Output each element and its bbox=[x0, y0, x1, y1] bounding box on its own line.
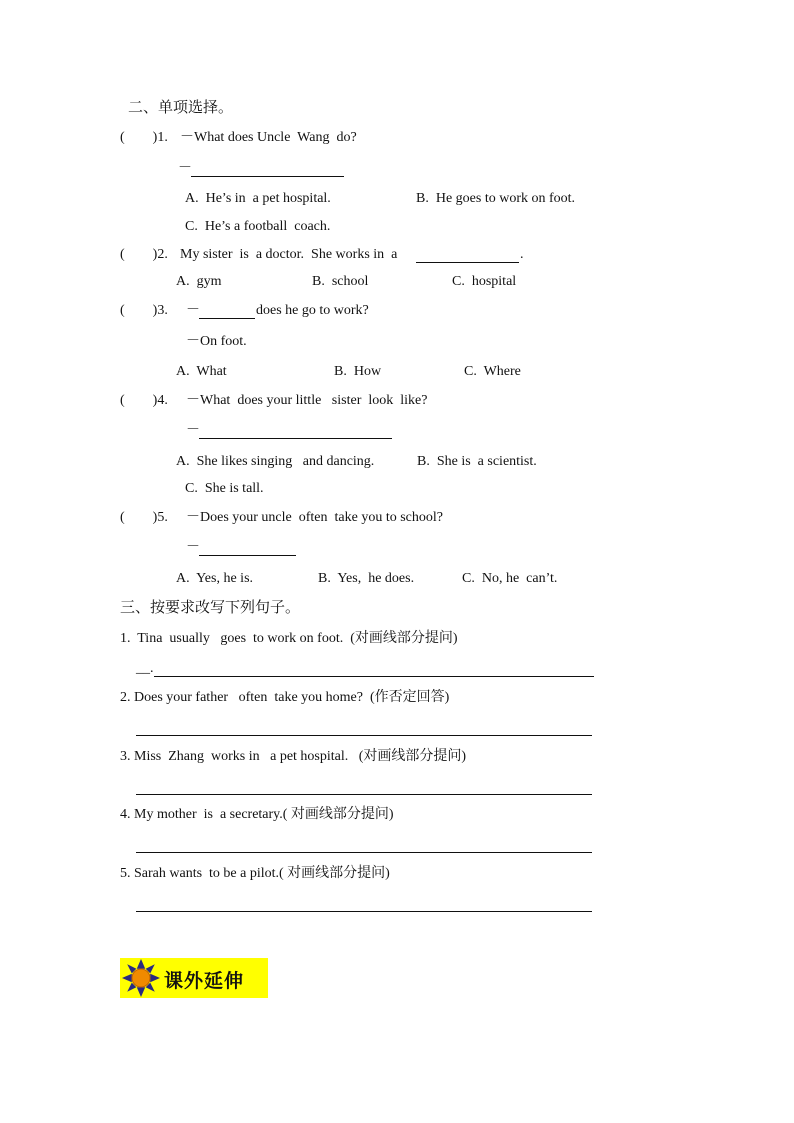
q3-dash: － bbox=[186, 303, 200, 318]
section-3-title: 三、按要求改写下列句子。 bbox=[120, 598, 301, 616]
s2-sentence: 2. Does your father often take you home? (作否定回答) bbox=[120, 690, 450, 705]
q2-answer-blank[interactable] bbox=[416, 262, 519, 263]
q2-option-c: C. hospital bbox=[452, 274, 517, 289]
q3-answer-blank[interactable] bbox=[199, 318, 255, 319]
q3-answer: －On foot. bbox=[186, 334, 247, 349]
s5-sentence: 5. Sarah wants to be a pilot.( 对画线部分提问) bbox=[120, 866, 390, 881]
q3-paren: ( )3. bbox=[120, 303, 168, 318]
banner-label: 课外延伸 bbox=[164, 970, 245, 992]
q5-option-c: C. No, he can’t. bbox=[462, 571, 558, 586]
q1-paren: ( )1. bbox=[120, 130, 168, 145]
s3-answer-line[interactable] bbox=[136, 794, 592, 795]
q4-answer-dash: － bbox=[186, 423, 200, 438]
q1-question: －What does Uncle Wang do? bbox=[180, 130, 357, 145]
q3-option-a: A. What bbox=[176, 364, 227, 379]
s4-answer-line[interactable] bbox=[136, 852, 592, 853]
q5-question: －Does your uncle often take you to school? bbox=[186, 510, 443, 525]
s5-answer-line[interactable] bbox=[136, 911, 592, 912]
s4-sentence: 4. My mother is a secretary.( 对画线部分提问) bbox=[120, 807, 394, 822]
q1-option-a: A. He’s in a pet hospital. bbox=[185, 191, 331, 206]
q2-question: My sister is a doctor. She works in a bbox=[180, 247, 398, 262]
s2-answer-line[interactable] bbox=[136, 735, 592, 736]
q1-answer-dash: － bbox=[178, 161, 192, 176]
q4-option-a: A. She likes singing and dancing. bbox=[176, 454, 375, 469]
s1-answer-line[interactable] bbox=[154, 676, 594, 677]
q4-answer-blank[interactable] bbox=[199, 438, 392, 439]
s1-answer-prefix: __. bbox=[136, 661, 154, 676]
q3-option-b: B. How bbox=[334, 364, 382, 379]
q2-end: . bbox=[520, 247, 524, 262]
q4-paren: ( )4. bbox=[120, 393, 168, 408]
q4-option-b: B. She is a scientist. bbox=[417, 454, 537, 469]
extension-banner bbox=[120, 958, 268, 998]
q5-paren: ( )5. bbox=[120, 510, 168, 525]
s3-sentence: 3. Miss Zhang works in a pet hospital. (对画线部分提问) bbox=[120, 749, 467, 764]
q2-option-b: B. school bbox=[312, 274, 369, 289]
q1-option-b: B. He goes to work on foot. bbox=[416, 191, 576, 206]
q3-option-c: C. Where bbox=[464, 364, 521, 379]
section-2-title: 二、单项选择。 bbox=[128, 98, 234, 116]
s1-sentence: 1. Tina usually goes to work on foot. (对画线部分提问) bbox=[120, 631, 458, 646]
q4-question: －What does your little sister look like? bbox=[186, 393, 428, 408]
q2-option-a: A. gym bbox=[176, 274, 222, 289]
q1-answer-blank[interactable] bbox=[191, 176, 344, 177]
q5-answer-dash: － bbox=[186, 540, 200, 555]
q5-answer-blank[interactable] bbox=[199, 555, 296, 556]
q2-paren: ( )2. bbox=[120, 247, 168, 262]
q3-rest: does he go to work? bbox=[256, 303, 369, 318]
q4-option-c: C. She is tall. bbox=[185, 481, 264, 496]
q1-option-c: C. He’s a football coach. bbox=[185, 219, 331, 234]
sun-icon bbox=[122, 959, 160, 997]
q5-option-a: A. Yes, he is. bbox=[176, 571, 254, 586]
q5-option-b: B. Yes, he does. bbox=[318, 571, 415, 586]
